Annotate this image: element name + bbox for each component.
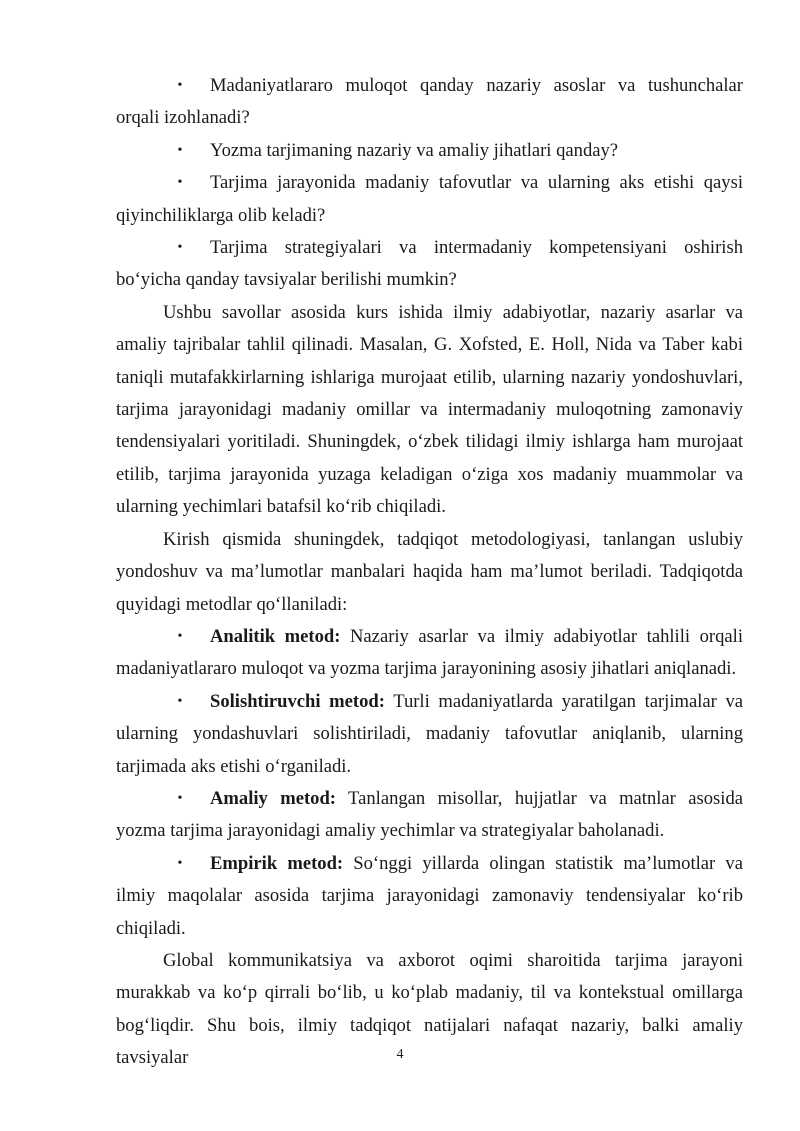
method-term: Solishtiruvchi metod: xyxy=(210,690,385,712)
list-item-text: Madaniyatlararo muloqot qanday nazariy asoslar va tushunchalar orqali izohlanadi? xyxy=(116,75,743,129)
list-item-text: Tarjima jarayonida madaniy tafovutlar va ularning aks etishi qaysi qiyinchiliklarga olib keladi? xyxy=(116,172,743,226)
method-term: Analitik metod: xyxy=(210,625,341,647)
method-item xyxy=(116,621,743,686)
method-description: Turli madaniyatlarda yaratilgan tarjimalar va ularning yondashuvlari solishtiriladi, madaniy tafovutlar aniqlanib, ularning tarjimada aks etishi o‘rganiladi. xyxy=(116,690,744,777)
bullet-icon: • xyxy=(177,628,183,644)
method-item xyxy=(116,783,743,848)
page-content xyxy=(116,70,743,1075)
method-item xyxy=(116,848,743,945)
bullet-icon: • xyxy=(177,240,183,256)
body-paragraph: Global kommunikatsiya va axborot oqimi sharoitida tarjima jarayoni murakkab va ko‘p qirrali bo‘lib, u ko‘plab madaniy, til va kontekstual omillarga bog‘liqdir. Shu bois, ilmiy tadqiqot natijalari nafaqat nazariy, balki amaliy tavsiyalar xyxy=(116,949,743,1069)
method-description: So‘nggi yillarda olingan statistik ma’lumotlar va ilmiy maqolalar asosida tarjima jarayonidagi zamonaviy tendensiyalar ko‘rib chiqiladi. xyxy=(116,852,743,939)
list-item xyxy=(116,232,743,297)
bullet-icon: • xyxy=(177,78,183,93)
bullet-icon: • xyxy=(177,175,183,191)
bullet-icon: • xyxy=(177,790,183,806)
bullet-icon: • xyxy=(177,142,183,158)
method-term: Amaliy metod: xyxy=(210,787,336,809)
method-item xyxy=(116,686,743,783)
method-description: Tanlangan misollar, hujjatlar va matnlar asosida yozma tarjima jarayonidagi amaliy yechimlar va strategiyalar baholanadi. xyxy=(116,787,743,842)
body-paragraph: Kirish qismida shuningdek, tadqiqot metodologiyasi, tanlangan uslubiy yondoshuv va ma’lumotlar manbalari haqida ham ma’lumot beriladi. Tadqiqotda quyidagi metodlar qo‘llaniladi: xyxy=(116,528,743,615)
method-term: Empirik metod: xyxy=(210,852,344,874)
bullet-icon: • xyxy=(177,693,183,709)
list-item-text: Yozma tarjimaning nazariy va amaliy jihatlari qanday? xyxy=(210,139,619,161)
page-number: 4 xyxy=(396,1047,404,1062)
bullet-icon: • xyxy=(177,855,183,871)
body-paragraph: Ushbu savollar asosida kurs ishida ilmiy adabiyotlar, nazariy asarlar va amaliy tajribalar tahlil qilinadi. Masalan, G. Xofsted, E. Holl, Nida va Taber kabi taniqli mutafakkirlarning ishlariga murojaat etilib, ularning nazariy yondoshuvlari, tarjima jarayonidagi madaniy omillar va intermadaniy muloqotning zamonaviy tendensiyalari yoritiladi. Shuningdek, o‘zbek tilidagi ilmiy ishlarga ham murojaat etilib, tarjima jarayonida yuzaga keladigan o‘ziga xos madaniy muammolar va ularning yechimlari batafsil ko‘rib chiqiladi. xyxy=(116,301,743,518)
list-item xyxy=(116,70,743,135)
method-description: Nazariy asarlar va ilmiy adabiyotlar tahlili orqali madaniyatlararo muloqot va yozma tarjima jarayonining asosiy jihatlari aniqlanadi. xyxy=(116,625,743,680)
list-item xyxy=(116,135,743,167)
list-item xyxy=(116,167,743,232)
list-item-text: Tarjima strategiyalari va intermadaniy kompetensiyani oshirish bo‘yicha qanday tavsiyalar berilishi mumkin? xyxy=(116,237,743,291)
